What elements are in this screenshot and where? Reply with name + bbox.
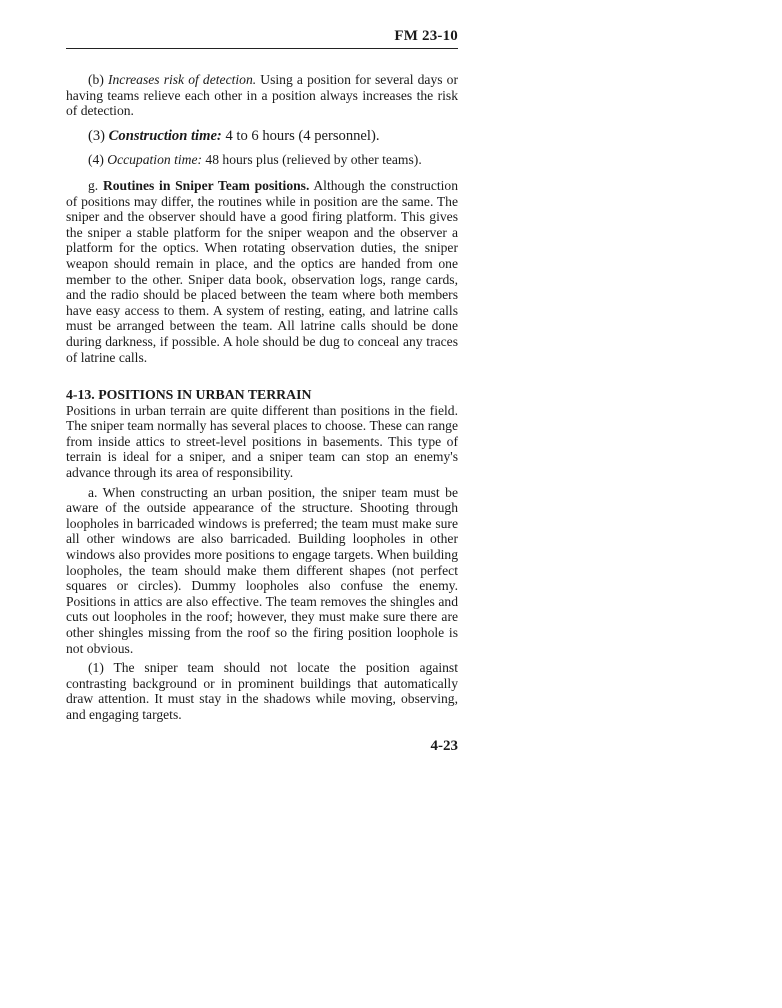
page-number: 4-23 bbox=[430, 738, 458, 754]
paragraph-3 bbox=[66, 129, 458, 145]
document-id: FM 23-10 bbox=[394, 28, 458, 44]
paragraph-3-label: (3) bbox=[88, 127, 109, 144]
paragraph-a: a. When constructing an urban position, the sniper team must be aware of the outside appearance of the structure. Shooting through loopholes in barricaded windows is preferred; the team must make sure all other windows are also barricaded. Building loopholes in other windows also provides more positions to engage targets. When building loopholes, the team should make them different shapes (not perfect squares or circles). Dummy loopholes also confuse the enemy. Positions in attics are also effective. The team removes the shingles and cuts out loopholes in the roof; however, they must make sure there are other shingles missing from the roof so the firing position loophole is not obvious. bbox=[66, 484, 458, 656]
paragraph-4-title: Occupation time: bbox=[107, 152, 203, 168]
paragraph-4-text: 48 hours plus (relieved by other teams). bbox=[202, 152, 422, 168]
header-rule bbox=[66, 48, 458, 49]
paragraph-b-title: Increases risk of detection. bbox=[107, 72, 257, 87]
paragraph-g-title: Routines in Sniper Team positions. bbox=[102, 177, 310, 193]
paragraph-4-label: (4) bbox=[88, 152, 108, 168]
paragraph-g bbox=[66, 178, 458, 365]
section-intro: Positions in urban terrain are quite different than positions in the field. The sniper team normally has several places to choose. These can range from inside attics to street-level positions in basements. This type of terrain is ideal for a sniper, and a sniper team can stop an enemy's advance through its area of responsibility. bbox=[66, 402, 458, 481]
paragraph-3-text: 4 to 6 hours (4 personnel). bbox=[221, 127, 380, 144]
paragraph-b bbox=[66, 72, 458, 119]
paragraph-3-title: Construction time: bbox=[108, 127, 222, 144]
page-content bbox=[66, 72, 458, 723]
paragraph-g-text: Although the construction of positions may differ, the routines while in position are the same. The sniper and the observer should have a good firing platform. This gives the sniper a stable platform for the sniper weapon and the observer a platform for the optics. When rotating observation duties, the sniper weapon should remain in place, and the optics are handed from one member to the other. Sniper data book, observation logs, range cards, and the radio should be placed between the team where both members have easy access to them. A system of resting, eating, and latrine calls must be arranged between the team. All latrine calls should be done during darkness, if possible. A hole should be dug to conceal any traces of latrine calls. bbox=[66, 177, 459, 365]
paragraph-1: (1) The sniper team should not locate the position against contrasting background or in prominent buildings that automatically draw attention. It must stay in the shadows while moving, observing, and engaging targets. bbox=[66, 660, 458, 722]
paragraph-4 bbox=[66, 152, 458, 168]
paragraph-b-label: (b) bbox=[88, 72, 108, 87]
paragraph-g-label: g. bbox=[88, 177, 103, 193]
section-heading: 4-13. POSITIONS IN URBAN TERRAIN bbox=[66, 387, 312, 403]
paragraph-b-text: Using a position for several days or having teams relieve each other in a position always increases the risk of detection. bbox=[66, 72, 458, 119]
